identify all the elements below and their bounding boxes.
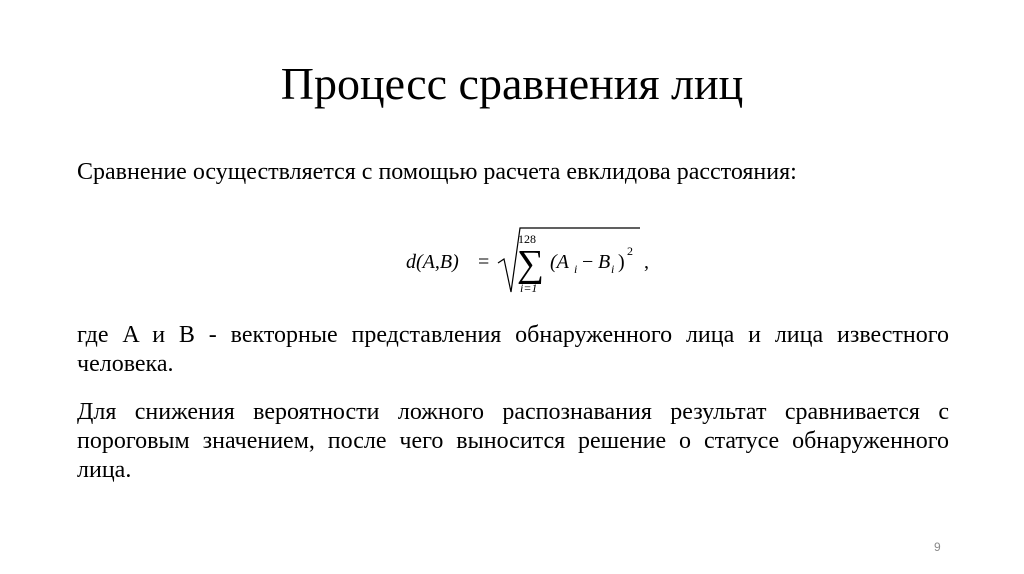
formula-power: 2 (627, 244, 633, 258)
formula-term-b: B (598, 251, 611, 273)
formula-close-paren: ) (618, 251, 625, 273)
formula-term-a: (A (550, 251, 569, 273)
paragraph-vectors-definition: где A и B - векторные представления обнаруженного лица и лица известного человека. (77, 322, 949, 377)
summation-sign: ∑ (517, 243, 545, 285)
sum-lower-limit: i=1 (520, 281, 538, 295)
formula-lhs: d(A,B) (406, 251, 459, 273)
paragraph-euclidean-intro: Сравнение осуществляется с помощью расчета евклидова расстояния: (77, 159, 797, 185)
sum-upper-limit: 128 (518, 232, 536, 246)
formula-equals: = (478, 251, 490, 273)
formula-sub-b: i (611, 262, 615, 276)
slide-title: Процесс сравнения лиц (280, 58, 744, 109)
page-number: 9 (934, 540, 941, 554)
formula-minus: − (582, 251, 594, 273)
paragraph-threshold: Для снижения вероятности ложного распознавания результат сравнивается с пороговым значением, после чего выносится решение о статусе обнаруженного лица. (77, 399, 949, 483)
euclidean-distance-formula (400, 226, 660, 298)
formula-sub-a: i (574, 262, 578, 276)
formula-tail-comma: , (644, 251, 649, 273)
